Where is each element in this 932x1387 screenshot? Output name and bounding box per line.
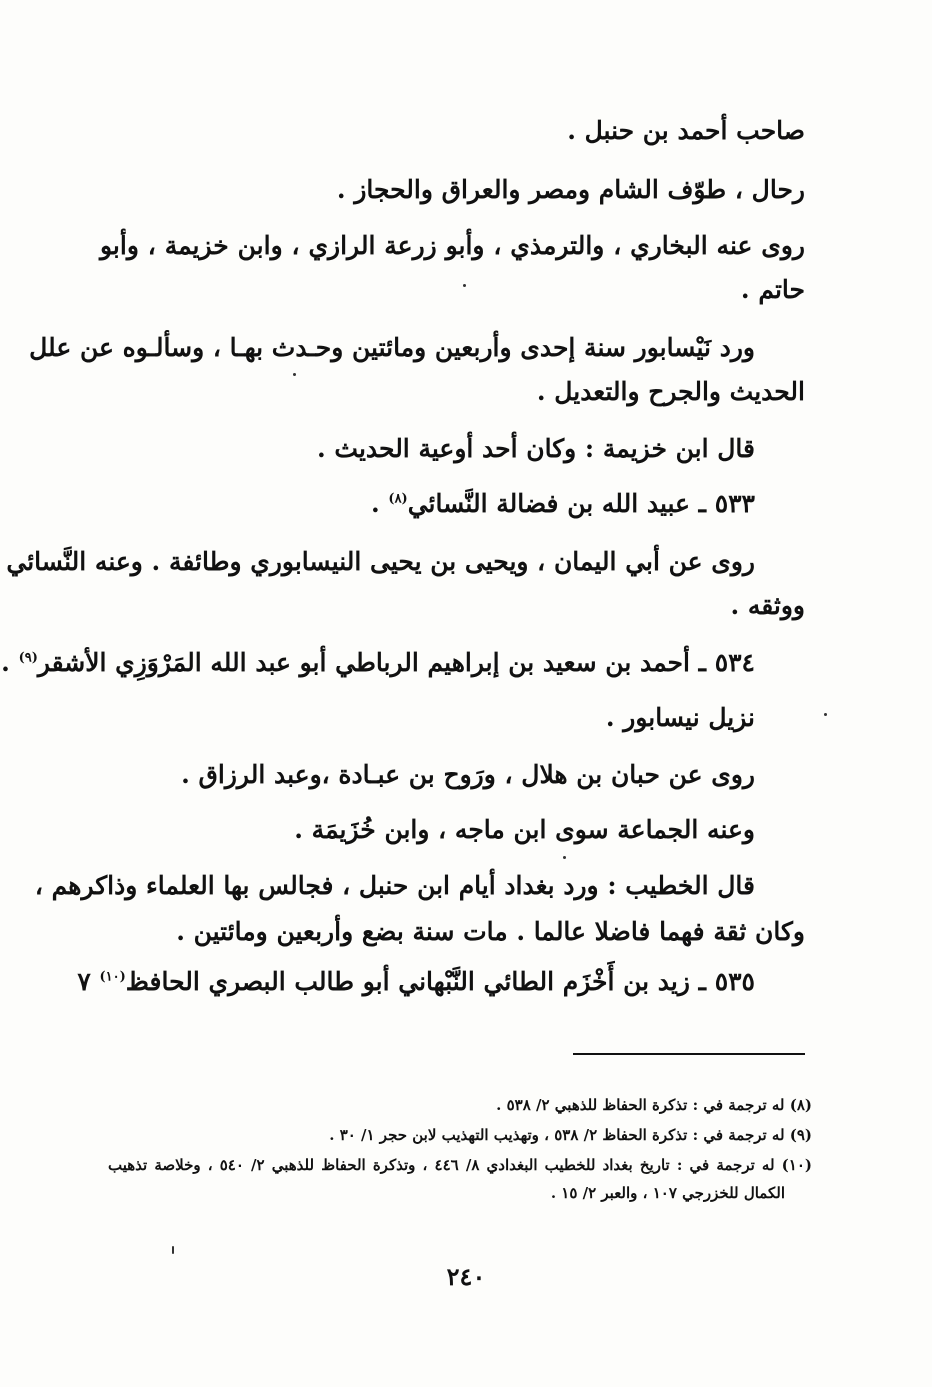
entry-title: ٥٣٤ ـ أحمد بن سعيد بن إبراهيم الرباطي أبو عبد الله المَرْوَزِي الأشقر (37, 648, 755, 677)
text-line: وكان ثقة فهما فاضلا عالما . مات سنة بضع وأربعين ومائتين . (176, 917, 805, 946)
footnote-marker: (٨) (388, 491, 408, 507)
footnote-divider (573, 1053, 805, 1055)
text-line: رحال ، طوّف الشام ومصر والعراق والحجاز . (336, 175, 805, 204)
text-line: روى عن أبي اليمان ، ويحيى بن يحيى النيسابوري وطائفة . وعنه النَّسائي (6, 547, 755, 576)
page-number: ٢٤٠ (446, 1262, 486, 1291)
footnote: (٨) له ترجمة في : تذكرة الحفاظ للذهبي ٢/ ٥٣٨ . (496, 1096, 812, 1114)
footnote: (٩) له ترجمة في : تذكرة الحفاظ ٢/ ٥٣٨ ، وتهذيب التهذيب لابن حجر ١/ ٣٠ . (329, 1126, 812, 1144)
entry-heading-535 (77, 964, 755, 1000)
text-line: حاتم . (740, 275, 805, 304)
text-line: ورد نَيْسابور سنة إحدى وأربعين ومائتين وحـدث بهـا ، وسألـوه عن علل (29, 333, 755, 362)
scan-speck (172, 1246, 174, 1254)
entry-title: ٥٣٥ ـ زيد بن أَخْزَم الطائي النَّبْهاني أبو طالب البصري الحافظ (125, 967, 755, 996)
entry-heading-533 (371, 486, 755, 522)
text-line: قال الخطيب : ورد بغداد أيام ابن حنبل ، فجالس بها العلماء وذاكرهم ، (34, 871, 755, 900)
entry-trailing: . (1, 648, 19, 677)
scan-speck (463, 284, 466, 287)
text-line: نزيل نيسابور . (605, 703, 755, 732)
entry-heading-534 (1, 645, 755, 681)
text-line: روى عنه البخاري ، والترمذي ، وأبو زرعة الرازي ، وابن خزيمة ، وأبو (100, 231, 805, 260)
text-line: قال ابن خزيمة : وكان أحد أوعية الحديث . (317, 434, 755, 463)
scan-speck (563, 856, 566, 859)
text-line: ووثقه . (730, 591, 805, 620)
footnote-marker: (٩) (18, 650, 38, 666)
text-line: صاحب أحمد بن حنبل . (567, 116, 805, 145)
text-line: روى عن حبان بن هلال ، ورَوح بن عبـادة ،وعبد الرزاق . (181, 760, 755, 789)
text-line: الحديث والجرح والتعديل . (536, 377, 805, 406)
entry-trailing: . (370, 489, 389, 518)
entry-trailing: ٧ (77, 967, 100, 996)
text-line: وعنه الجماعة سوى ابن ماجه ، وابن خُزَيمَة . (294, 815, 755, 844)
entry-title: ٥٣٣ ـ عبيد الله بن فضالة النَّسائي (407, 489, 755, 518)
footnote: (١٠) له ترجمة في : تاريخ بغداد للخطيب البغدادي ٨/ ٤٤٦ ، وتذكرة الحفاظ للذهبي ٢/ ٥٤٠ ، وخلاصة تذهيب (108, 1156, 812, 1174)
scan-speck (824, 713, 827, 716)
scan-speck (293, 373, 296, 376)
footnote: الكمال للخزرجي ١٠٧ ، والعبر ٢/ ١٥ . (550, 1184, 785, 1202)
footnote-marker: (١٠) (99, 969, 126, 985)
